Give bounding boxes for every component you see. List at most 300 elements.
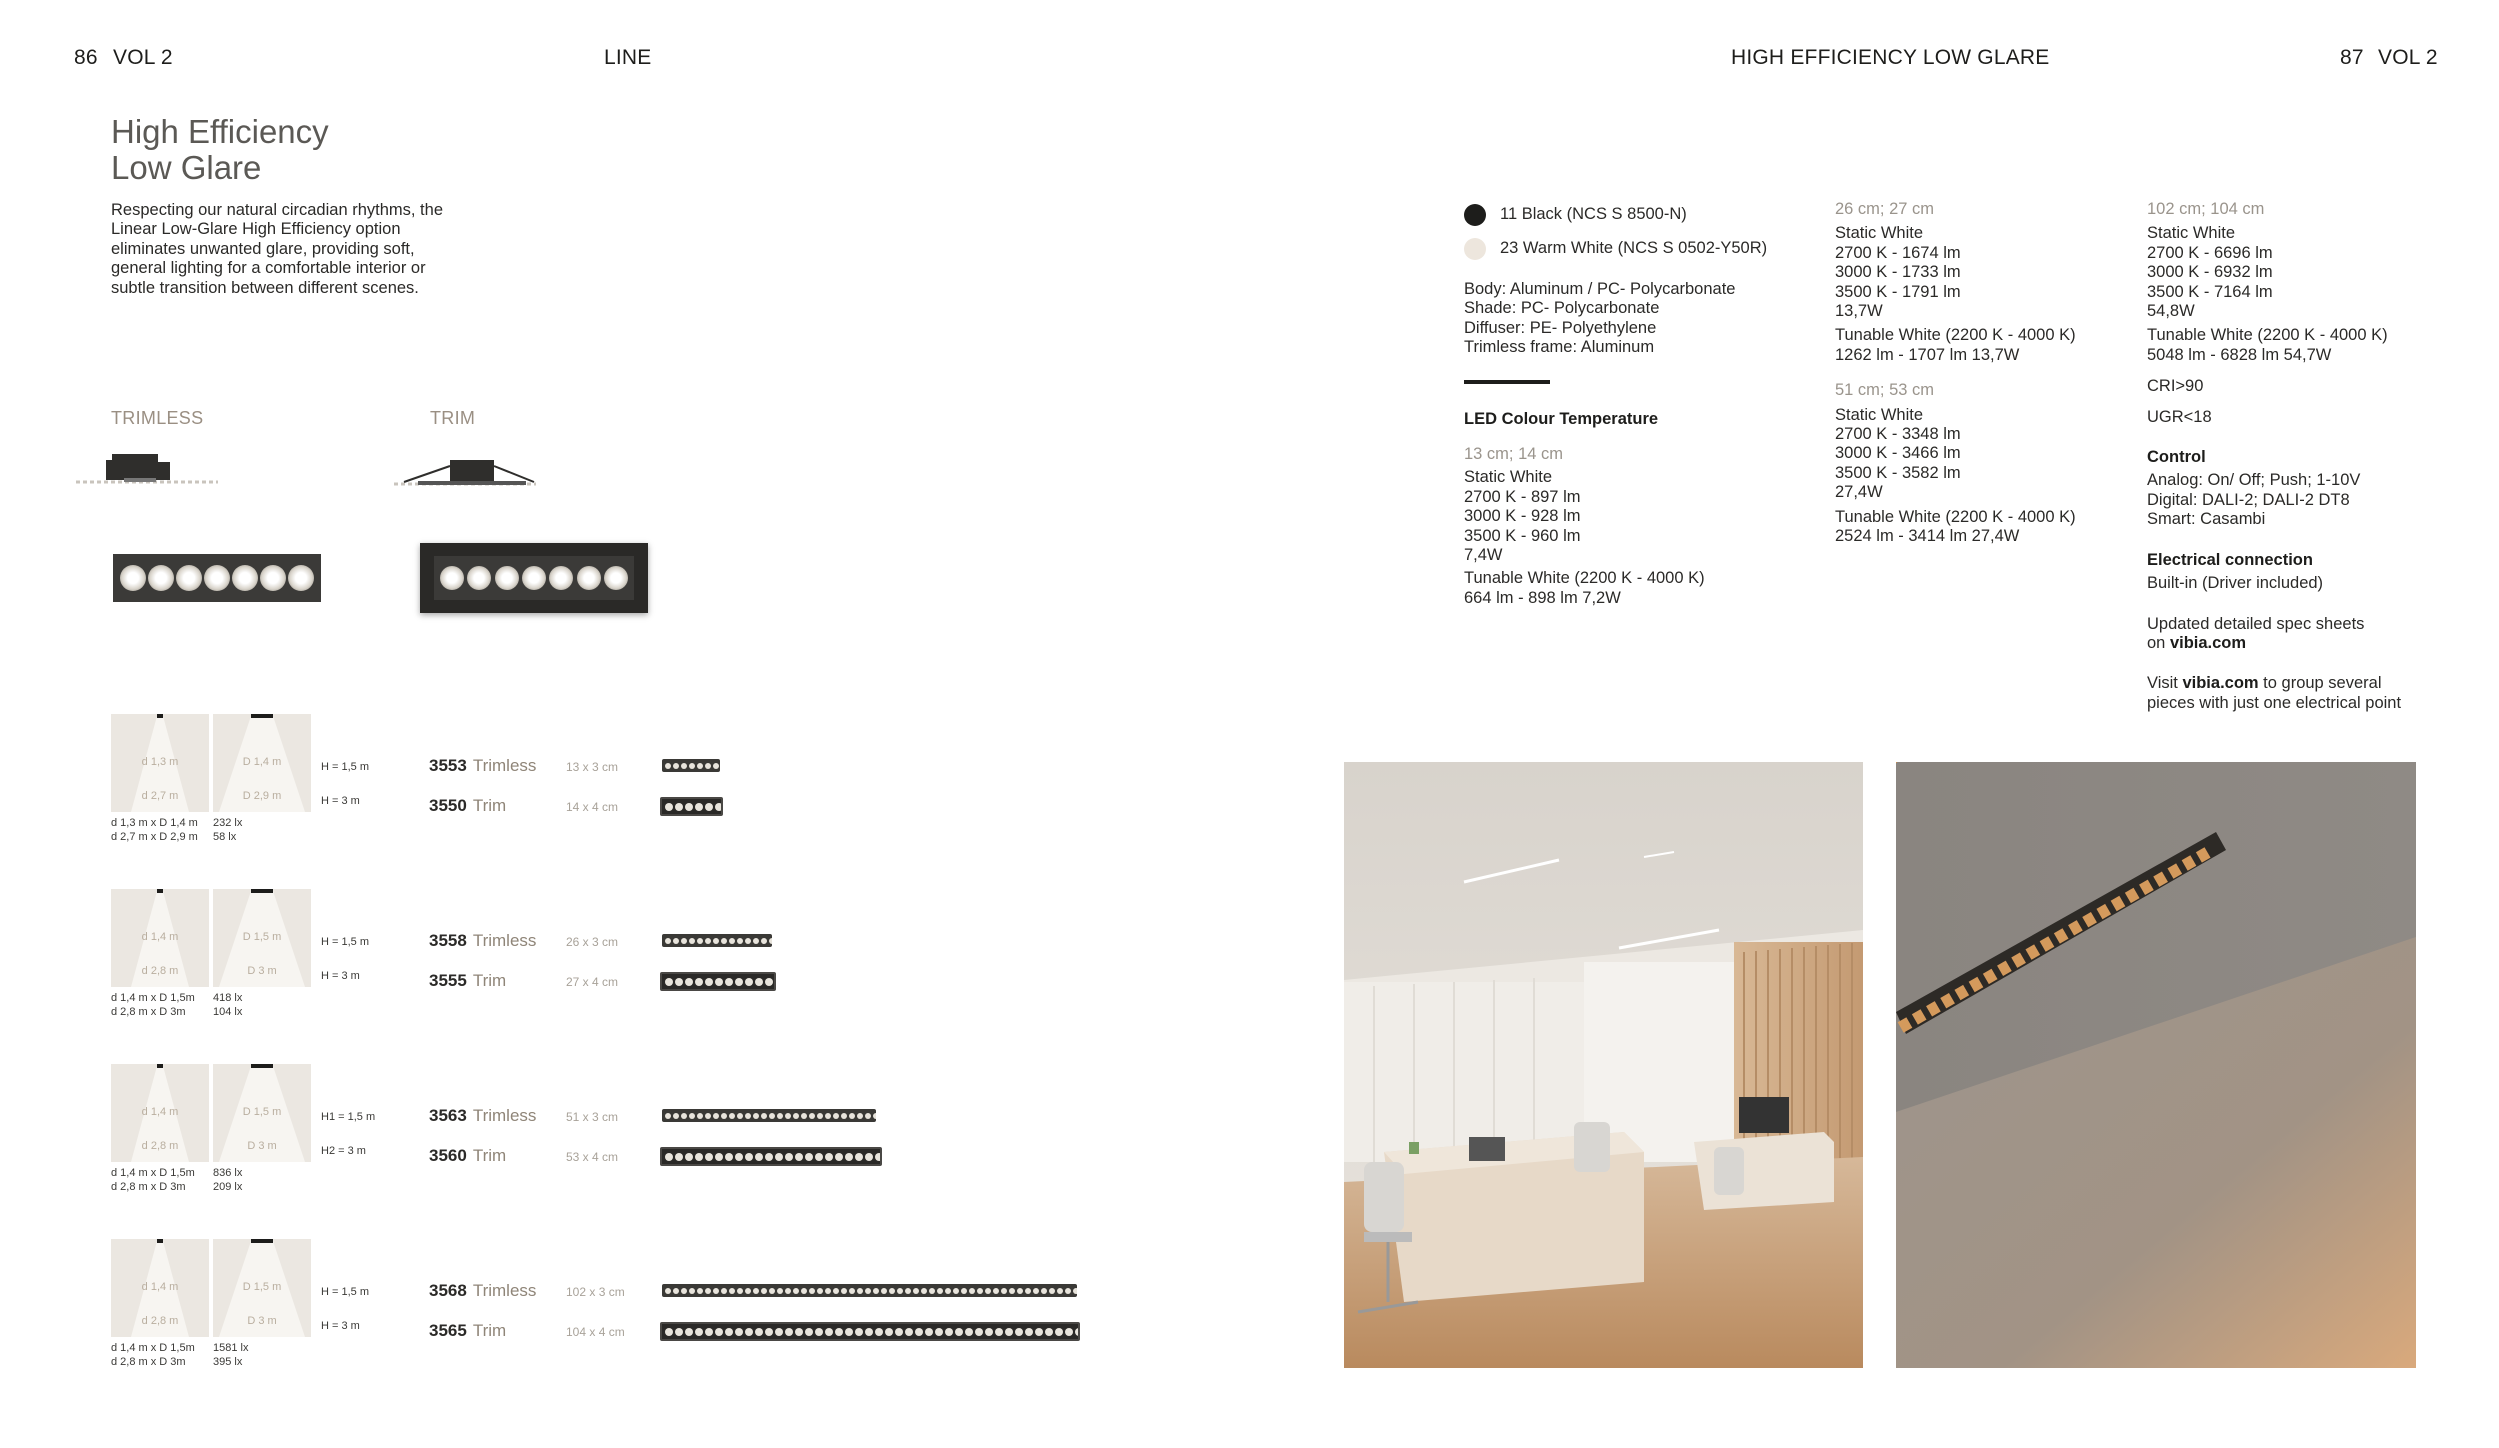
beam-caption-1: d 1,3 m x D 1,4 m <box>111 817 198 829</box>
material-body: Body: Aluminum / PC- Polycarbonate <box>1464 280 1736 298</box>
led-dot <box>685 803 693 811</box>
product-kind: Trimless <box>472 1281 537 1300</box>
trimless-strip-icon <box>662 1109 876 1122</box>
led-dot <box>835 1153 843 1161</box>
control-heading: Control <box>2147 448 2206 467</box>
led-dot <box>715 978 723 986</box>
led-dot <box>985 1328 993 1336</box>
spec-sheets-line1: Updated detailed spec sheets <box>2147 614 2365 633</box>
led-dot <box>753 1288 759 1294</box>
product-dimensions: 13 x 3 cm <box>566 760 619 774</box>
led-dot <box>777 1113 783 1119</box>
page-number-right: 87 <box>2340 46 2364 69</box>
led-dot <box>681 1113 687 1119</box>
led-dot <box>1005 1328 1013 1336</box>
led-dot <box>761 938 767 944</box>
led-dot <box>735 1328 743 1336</box>
product-trim <box>429 796 506 816</box>
led-dot <box>1057 1288 1063 1294</box>
led-dot <box>815 1153 823 1161</box>
beam-d-large: d 2,8 m <box>141 1315 179 1327</box>
spec-13-l3: 3500 K - 960 lm <box>1464 526 1581 545</box>
led-dot <box>665 763 671 769</box>
product-code: 3563 <box>429 1106 467 1125</box>
led-dot <box>753 1113 759 1119</box>
led-dot <box>729 938 735 944</box>
product-dimensions: 27 x 4 cm <box>566 975 619 989</box>
beam-diagram-narrow <box>111 1064 209 1162</box>
lux-1: 418 lx <box>213 992 243 1004</box>
led-dot <box>785 1328 793 1336</box>
led-dot <box>1001 1288 1007 1294</box>
led-dot <box>777 1288 783 1294</box>
beam-D-large: D 3 m <box>247 1140 277 1152</box>
led-dot <box>695 978 703 986</box>
led-lens-icon <box>204 565 230 591</box>
led-dot <box>993 1288 999 1294</box>
spec-26-tunable-val: 1262 lm - 1707 lm 13,7W <box>1835 345 2020 364</box>
visit-pre: Visit <box>2147 674 2183 693</box>
trim-strip-icon <box>660 972 776 991</box>
beam-d-small: d 1,4 m <box>141 1106 179 1118</box>
led-dot <box>801 1288 807 1294</box>
control-digital: Digital: DALI-2; DALI-2 DT8 <box>2147 490 2350 509</box>
beam-caption-2: d 2,8 m x D 3m <box>111 1006 186 1018</box>
beam-caption-2: d 2,7 m x D 2,9 m <box>111 831 198 843</box>
volume-right: VOL 2 <box>2378 46 2438 69</box>
led-dot <box>845 1153 853 1161</box>
led-dot <box>745 938 751 944</box>
led-heading: LED Colour Temperature <box>1464 409 1659 428</box>
led-dot <box>681 763 687 769</box>
led-dot <box>1017 1288 1023 1294</box>
trim-strip-icon <box>660 1322 1080 1341</box>
lux-2: 209 lx <box>213 1181 243 1193</box>
led-dot <box>841 1288 847 1294</box>
led-dot <box>825 1328 833 1336</box>
beam-caption-1: d 1,4 m x D 1,5m <box>111 992 195 1004</box>
led-dot <box>975 1328 983 1336</box>
trimless-front-view <box>113 554 321 602</box>
led-dot <box>761 1288 767 1294</box>
led-dot <box>1075 1328 1080 1336</box>
spec-13-tunable-val: 664 lm - 898 lm 7,2W <box>1464 588 1621 607</box>
led-dot <box>705 763 711 769</box>
led-dot <box>695 1328 703 1336</box>
led-dot <box>665 1113 671 1119</box>
led-dot <box>755 1153 763 1161</box>
material-shade: Shade: PC- Polycarbonate <box>1464 299 1660 318</box>
product-code: 3565 <box>429 1321 467 1340</box>
led-lens-icon <box>232 565 258 591</box>
led-dot <box>675 1328 683 1336</box>
ceiling-detail-photo <box>1896 762 2416 1368</box>
led-dot <box>913 1288 919 1294</box>
lux-2: 104 lx <box>213 1006 243 1018</box>
led-dot <box>865 1288 871 1294</box>
led-dot <box>765 1328 773 1336</box>
led-dot <box>673 1288 679 1294</box>
led-dot <box>765 1153 773 1161</box>
beam-D-small: D 1,5 m <box>242 1106 282 1118</box>
led-dot <box>961 1288 967 1294</box>
beam-caption <box>111 1341 195 1369</box>
led-dot <box>1025 1288 1031 1294</box>
product-dimensions: 26 x 3 cm <box>566 935 619 949</box>
led-dot <box>825 1153 833 1161</box>
led-dot <box>761 1113 767 1119</box>
trim-strip-icon <box>660 797 723 816</box>
product-trim <box>429 1146 506 1166</box>
led-dot <box>775 978 776 986</box>
product-trimless <box>429 931 536 951</box>
trimless-strip-icon <box>662 759 720 772</box>
spec-26-l2: 3000 K - 1733 lm <box>1835 263 1961 282</box>
spec-26-size: 26 cm; 27 cm <box>1835 200 1935 218</box>
beam-d-large: d 2,7 m <box>141 790 179 802</box>
beam-caption-2: d 2,8 m x D 3m <box>111 1181 186 1193</box>
spec-26-tunable: Tunable White (2200 K - 4000 K) <box>1835 326 2076 345</box>
spec-column-3 <box>2147 200 2401 713</box>
led-dot <box>1055 1328 1063 1336</box>
product-dimensions: 53 x 4 cm <box>566 1150 619 1164</box>
led-dot <box>775 1153 783 1161</box>
led-dot <box>955 1328 963 1336</box>
product-code: 3560 <box>429 1146 467 1165</box>
led-dot <box>889 1288 895 1294</box>
led-dot <box>729 1288 735 1294</box>
led-dot <box>801 1113 807 1119</box>
led-dot <box>905 1288 911 1294</box>
led-dot <box>705 978 713 986</box>
led-dot <box>857 1113 863 1119</box>
led-dot <box>875 1328 883 1336</box>
led-dot <box>1065 1288 1071 1294</box>
beam-diagram-wide <box>213 1064 311 1162</box>
led-dot <box>721 1288 727 1294</box>
trimless-profile-drawing <box>76 448 218 492</box>
lux-1: 836 lx <box>213 1167 243 1179</box>
led-dot <box>685 978 693 986</box>
led-dot <box>769 1288 775 1294</box>
beam-d-large: d 2,8 m <box>141 1140 179 1152</box>
spec-51-static: Static White <box>1835 405 1924 424</box>
led-dot <box>793 1113 799 1119</box>
cri-value: CRI>90 <box>2147 377 2204 396</box>
led-dot <box>697 1113 703 1119</box>
led-dot <box>705 803 713 811</box>
section-title-left: LINE <box>604 46 652 69</box>
lux-1: 1581 lx <box>213 1342 249 1354</box>
led-dot <box>715 803 723 811</box>
led-dot <box>835 1328 843 1336</box>
led-dot <box>849 1288 855 1294</box>
vibia-link[interactable]: vibia.com <box>2169 633 2247 652</box>
beam-diagram-wide <box>213 1239 311 1337</box>
product-dimensions: 51 x 3 cm <box>566 1110 619 1124</box>
led-dot <box>705 938 711 944</box>
led-dot <box>1033 1288 1039 1294</box>
led-dot <box>715 1153 723 1161</box>
product-kind: Trimless <box>472 756 537 775</box>
led-dot <box>873 1288 879 1294</box>
led-dot <box>675 803 683 811</box>
led-dot <box>673 763 679 769</box>
spec-13-l1: 2700 K - 897 lm <box>1464 487 1581 506</box>
height-label-2: H = 3 m <box>321 795 360 807</box>
led-dot <box>681 938 687 944</box>
electrical-heading: Electrical connection <box>2147 550 2313 569</box>
led-dot <box>721 1113 727 1119</box>
lux-values <box>213 1166 242 1194</box>
intro-paragraph: Respecting our natural circadian rhythms, the Linear Low-Glare High Efficiency option eliminates unwanted glare, providing soft, general lighting for a comfortable interior or subtle transition between different scenes. <box>111 201 443 297</box>
led-dot <box>765 978 773 986</box>
visit-line2: pieces with just one electrical point <box>2147 693 2402 712</box>
led-dot <box>713 1113 719 1119</box>
led-dot <box>755 978 763 986</box>
spec-26-l1: 2700 K - 1674 lm <box>1835 243 1961 262</box>
led-dot <box>665 1153 673 1161</box>
spec-13-l2: 3000 K - 928 lm <box>1464 507 1581 526</box>
beam-D-small: D 1,4 m <box>242 756 282 768</box>
trim-profile-drawing <box>394 456 536 492</box>
led-dot <box>1015 1328 1023 1336</box>
led-dot <box>873 1113 876 1119</box>
led-dot <box>833 1288 839 1294</box>
trimless-strip-icon <box>662 934 772 947</box>
beam-D-large: D 3 m <box>247 965 277 977</box>
led-dot <box>737 938 743 944</box>
led-dot <box>689 1288 695 1294</box>
led-dot <box>945 1288 951 1294</box>
spec-102-size: 102 cm; 104 cm <box>2147 200 2265 218</box>
spec-13-tunable: Tunable White (2200 K - 4000 K) <box>1464 569 1705 588</box>
trim-label: TRIM <box>430 408 476 428</box>
led-dot <box>705 1328 713 1336</box>
led-dot <box>815 1328 823 1336</box>
spec-102-w: 54,8W <box>2147 302 2195 321</box>
led-dot <box>825 1113 831 1119</box>
spec-26-l3: 3500 K - 1791 lm <box>1835 282 1961 301</box>
product-kind: Trimless <box>472 931 537 950</box>
led-dot <box>673 1113 679 1119</box>
office-interior-photo <box>1344 762 1863 1368</box>
led-dot <box>895 1328 903 1336</box>
led-dot <box>885 1328 893 1336</box>
led-dot <box>755 1328 763 1336</box>
led-dot <box>725 978 733 986</box>
led-dot <box>715 1328 723 1336</box>
led-dot <box>965 1328 973 1336</box>
led-dot <box>857 1288 863 1294</box>
led-dot <box>825 1288 831 1294</box>
spec-102-tunable: Tunable White (2200 K - 4000 K) <box>2147 326 2388 345</box>
lux-values <box>213 816 242 844</box>
finish-black-label: 11 Black (NCS S 8500-N) <box>1500 205 1687 224</box>
led-dot <box>977 1288 983 1294</box>
led-dot <box>925 1328 933 1336</box>
product-code: 3558 <box>429 931 467 950</box>
spec-51-size: 51 cm; 53 cm <box>1835 381 1935 400</box>
led-dot <box>865 1153 873 1161</box>
led-dot <box>705 1288 711 1294</box>
spec-102-l2: 3000 K - 6932 lm <box>2147 263 2273 282</box>
led-dot <box>675 978 683 986</box>
height-label-1: H = 1,5 m <box>321 936 369 948</box>
led-dot <box>1065 1328 1073 1336</box>
spec-51-l2: 3000 K - 3466 lm <box>1835 444 1961 463</box>
beam-D-large: D 2,9 m <box>242 790 282 802</box>
beam-caption <box>111 816 198 844</box>
led-dot <box>793 1288 799 1294</box>
beam-diagram-wide <box>213 714 311 812</box>
led-dot <box>865 1328 873 1336</box>
led-dot <box>817 1288 823 1294</box>
led-dot <box>695 1153 703 1161</box>
product-trim <box>429 1321 506 1341</box>
product-trimless <box>429 756 536 776</box>
finish-black <box>1464 198 1767 232</box>
height-label-2: H = 3 m <box>321 1320 360 1332</box>
material-frame: Trimless frame: Aluminum <box>1464 338 1655 357</box>
led-dot <box>881 1288 887 1294</box>
led-dot <box>665 978 673 986</box>
led-dot <box>833 1113 839 1119</box>
led-dot <box>1045 1328 1053 1336</box>
led-dot <box>695 803 703 811</box>
led-dot <box>855 1328 863 1336</box>
led-dot <box>969 1288 975 1294</box>
led-dot <box>995 1328 1003 1336</box>
ugr-value: UGR<18 <box>2147 407 2212 426</box>
led-dot <box>785 1113 791 1119</box>
product-dimensions: 104 x 4 cm <box>566 1325 625 1339</box>
led-dot <box>689 763 695 769</box>
spec-51-w: 27,4W <box>1835 483 1883 502</box>
led-dot <box>795 1153 803 1161</box>
lux-1: 232 lx <box>213 817 243 829</box>
led-dot <box>689 938 695 944</box>
spec-13-size: 13 cm; 14 cm <box>1464 445 1564 464</box>
led-dot <box>775 1328 783 1336</box>
finish-warm-white-label: 23 Warm White (NCS S 0502-Y50R) <box>1500 239 1768 258</box>
beam-diagram-narrow <box>111 714 209 812</box>
led-dot <box>705 1113 711 1119</box>
led-dot <box>1035 1328 1043 1336</box>
led-dot <box>985 1288 991 1294</box>
spec-51-tunable: Tunable White (2200 K - 4000 K) <box>1835 507 2076 526</box>
led-dot <box>675 1153 683 1161</box>
led-dot <box>745 1153 753 1161</box>
led-dot <box>795 1328 803 1336</box>
led-dot <box>905 1328 913 1336</box>
visit-line1 <box>2147 674 2401 693</box>
led-dot <box>855 1153 863 1161</box>
beam-diagram-wide <box>213 889 311 987</box>
spec-51-l3: 3500 K - 3582 lm <box>1835 463 1961 482</box>
product-trim <box>429 971 506 991</box>
led-dot <box>713 938 719 944</box>
product-trimless <box>429 1281 536 1301</box>
led-dot <box>735 978 743 986</box>
spec-13-static: Static White <box>1464 468 1553 487</box>
lux-values <box>213 991 242 1019</box>
trimless-strip-icon <box>662 1284 1077 1297</box>
led-dot <box>673 938 679 944</box>
spec-26-w: 13,7W <box>1835 302 1883 321</box>
led-dot <box>1041 1288 1047 1294</box>
led-dot <box>745 1288 751 1294</box>
led-dot <box>929 1288 935 1294</box>
led-dot <box>865 1113 871 1119</box>
led-dot <box>875 1153 882 1161</box>
product-kind: Trim <box>472 971 507 990</box>
product-code: 3553 <box>429 756 467 775</box>
spec-102-static: Static White <box>2147 224 2236 243</box>
trimless-label: TRIMLESS <box>111 408 204 428</box>
lux-2: 58 lx <box>213 831 237 843</box>
beam-caption <box>111 991 195 1019</box>
led-dot <box>729 1113 735 1119</box>
led-dot <box>713 763 719 769</box>
led-lens-icon <box>440 566 464 590</box>
trim-strip-icon <box>660 1147 882 1166</box>
led-lens-icon <box>604 566 628 590</box>
product-dimensions: 102 x 3 cm <box>566 1285 625 1299</box>
led-lens-icon <box>577 566 601 590</box>
spec-sheets-line2 <box>2147 634 2401 653</box>
led-dot <box>1073 1288 1077 1294</box>
vibia-link-2[interactable]: vibia.com <box>2182 674 2259 693</box>
beam-D-large: D 3 m <box>247 1315 277 1327</box>
led-dot <box>809 1288 815 1294</box>
led-dot <box>685 1153 693 1161</box>
height-label-1: H = 1,5 m <box>321 761 369 773</box>
spec-26-static: Static White <box>1835 224 1924 243</box>
visit-post: to group several <box>2258 674 2382 693</box>
volume-left: VOL 2 <box>113 46 173 69</box>
beam-D-small: D 1,5 m <box>242 931 282 943</box>
led-dot <box>705 1153 713 1161</box>
led-dot <box>953 1288 959 1294</box>
product-kind: Trim <box>472 1146 507 1165</box>
title-line-1: High Efficiency <box>111 113 329 150</box>
beam-caption-1: d 1,4 m x D 1,5m <box>111 1342 195 1354</box>
led-lens-icon <box>120 565 146 591</box>
led-dot <box>1049 1288 1055 1294</box>
product-trimless <box>429 1106 536 1126</box>
led-dot <box>921 1288 927 1294</box>
beam-d-small: d 1,4 m <box>141 931 179 943</box>
led-dot <box>697 938 703 944</box>
led-dot <box>769 938 772 944</box>
led-lens-icon <box>467 566 491 590</box>
led-dot <box>1009 1288 1015 1294</box>
led-dot <box>805 1328 813 1336</box>
spec-column-2 <box>1835 200 2076 547</box>
led-dot <box>745 978 753 986</box>
beam-caption-1: d 1,4 m x D 1,5m <box>111 1167 195 1179</box>
led-dot <box>805 1153 813 1161</box>
spec-51-l1: 2700 K - 3348 lm <box>1835 425 1961 444</box>
product-kind: Trimless <box>472 1106 537 1125</box>
spec-sheets-pre: on <box>2147 633 2170 652</box>
height-label-2: H = 3 m <box>321 970 360 982</box>
led-lens-icon <box>288 565 314 591</box>
beam-d-large: d 2,8 m <box>141 965 179 977</box>
led-dot <box>735 1153 743 1161</box>
led-dot <box>841 1113 847 1119</box>
